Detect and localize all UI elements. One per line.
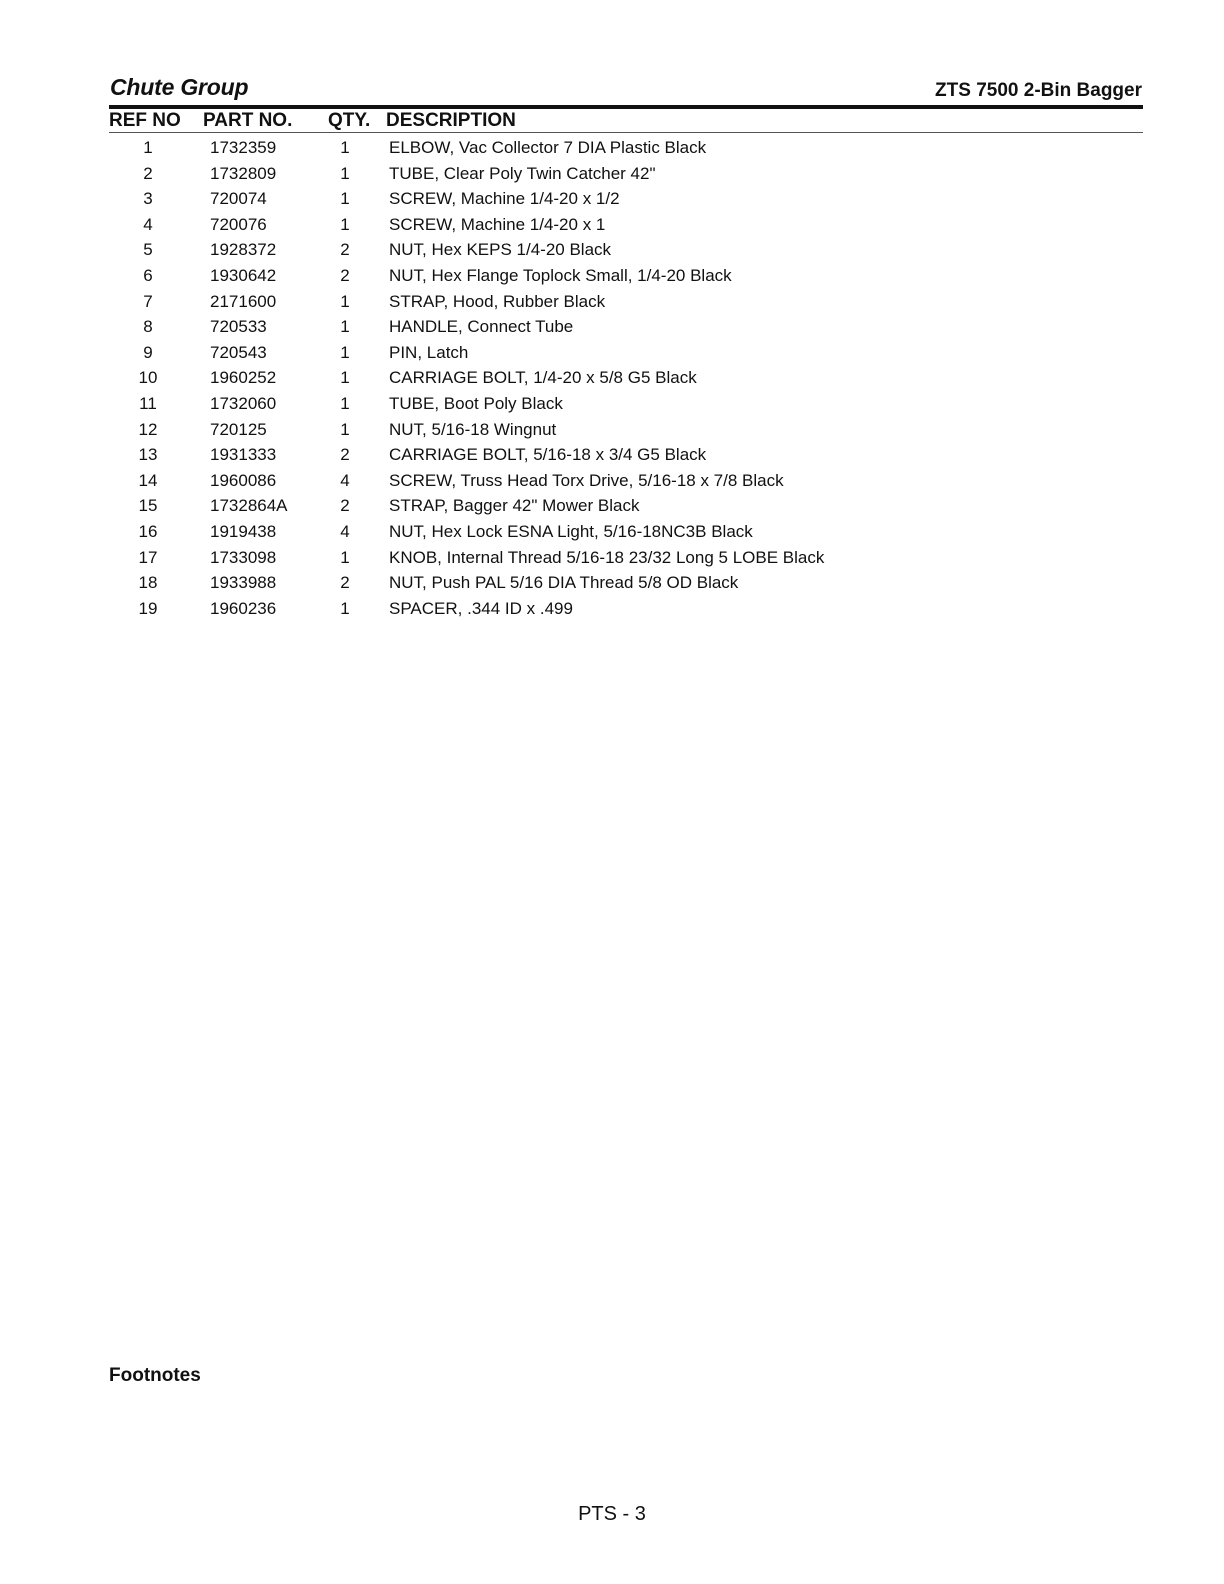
description-cell: STRAP, Bagger 42" Mower Black [389,496,640,516]
table-row [109,571,1143,597]
table-row [109,443,1143,469]
parts-list [109,136,1143,622]
ref-no-cell: 7 [143,291,153,311]
column-header-part-no: PART NO. [203,110,293,131]
description-cell: KNOB, Internal Thread 5/16-18 23/32 Long 5 LOBE Black [389,547,825,567]
part-no-cell: 720543 [210,342,267,362]
table-row [109,162,1143,188]
ref-no-cell: 11 [139,393,157,413]
qty-cell: 4 [340,470,350,490]
description-cell: NUT, 5/16-18 Wingnut [389,419,557,439]
ref-no-cell: 3 [143,189,153,209]
qty-cell: 1 [340,189,350,209]
description-cell: TUBE, Clear Poly Twin Catcher 42" [389,163,656,183]
qty-cell: 2 [340,265,350,285]
qty-cell: 1 [340,419,350,439]
part-no-cell: 720076 [210,214,267,234]
part-no-cell: 1732809 [210,163,277,183]
description-cell: PIN, Latch [389,342,469,362]
part-no-cell: 1933988 [210,573,277,593]
ref-no-cell: 2 [143,163,153,183]
qty-cell: 1 [340,598,350,618]
table-row [109,187,1143,213]
ref-no-cell: 18 [138,573,158,593]
part-no-cell: 1930642 [210,265,277,285]
description-cell: TUBE, Boot Poly Black [389,393,563,413]
description-cell: SPACER, .344 ID x .499 [389,598,573,618]
qty-cell: 1 [340,547,350,567]
table-row [109,264,1143,290]
table-row [109,546,1143,572]
page-number: PTS - 3 [578,1503,646,1525]
table-row [109,392,1143,418]
qty-cell: 1 [340,163,350,183]
part-no-cell: 1919438 [210,521,277,541]
qty-cell: 1 [340,368,350,388]
description-cell: ELBOW, Vac Collector 7 DIA Plastic Black [389,138,707,157]
table-row [109,238,1143,264]
qty-cell: 4 [340,521,350,541]
qty-cell: 2 [340,496,350,516]
table-row [109,418,1143,444]
part-no-cell: 720125 [210,419,267,439]
qty-cell: 2 [340,240,350,260]
description-cell: CARRIAGE BOLT, 1/4-20 x 5/8 G5 Black [389,368,697,388]
table-row [109,290,1143,316]
description-cell: NUT, Hex KEPS 1/4-20 Black [389,240,612,260]
part-no-cell: 1960236 [210,598,277,618]
qty-cell: 1 [340,342,350,362]
ref-no-cell: 1 [143,138,153,157]
description-cell: NUT, Push PAL 5/16 DIA Thread 5/8 OD Black [389,573,739,593]
ref-no-cell: 10 [138,368,158,388]
ref-no-cell: 15 [138,496,158,516]
qty-cell: 2 [340,573,350,593]
table-row [109,213,1143,239]
description-cell: NUT, Hex Lock ESNA Light, 5/16-18NC3B Black [389,521,753,541]
ref-no-cell: 12 [138,419,158,439]
description-cell: SCREW, Machine 1/4-20 x 1 [389,214,606,234]
part-no-cell: 1960252 [210,368,277,388]
part-no-cell: 1732359 [210,138,277,157]
ref-no-cell: 5 [143,240,153,260]
table-row [109,597,1143,623]
ref-no-cell: 17 [138,547,158,567]
qty-cell: 1 [340,317,350,337]
part-no-cell: 1732864A [210,496,288,516]
footnotes-heading: Footnotes [109,1365,201,1386]
part-no-cell: 1960086 [210,470,277,490]
qty-cell: 2 [340,445,350,465]
part-no-cell: 720533 [210,317,267,337]
part-no-cell: 1733098 [210,547,277,567]
table-row [109,315,1143,341]
ref-no-cell: 9 [143,342,153,362]
column-headers [109,110,1143,133]
description-cell: HANDLE, Connect Tube [389,317,574,337]
qty-cell: 1 [340,138,350,157]
page-header [109,72,1142,106]
column-header-ref-no: REF NO [109,110,181,131]
group-title: Chute Group [110,74,249,100]
part-no-cell: 1931333 [210,445,277,465]
ref-no-cell: 8 [143,317,153,337]
qty-cell: 1 [340,393,350,413]
ref-no-cell: 4 [143,214,153,234]
table-row [109,341,1143,367]
description-cell: SCREW, Truss Head Torx Drive, 5/16-18 x 7/8 Black [389,470,784,490]
table-row [109,494,1143,520]
description-cell: STRAP, Hood, Rubber Black [389,291,606,311]
table-row [109,520,1143,546]
description-cell: CARRIAGE BOLT, 5/16-18 x 3/4 G5 Black [389,445,707,465]
ref-no-cell: 14 [138,470,158,490]
qty-cell: 1 [340,291,350,311]
ref-no-cell: 6 [143,265,153,285]
table-row [109,136,1143,162]
part-no-cell: 2171600 [210,291,277,311]
table-row [109,366,1143,392]
part-no-cell: 1732060 [210,393,277,413]
ref-no-cell: 19 [138,598,158,618]
product-title: ZTS 7500 2-Bin Bagger [935,80,1142,101]
table-row [109,469,1143,495]
qty-cell: 1 [340,214,350,234]
part-no-cell: 1928372 [210,240,277,260]
ref-no-cell: 13 [138,445,158,465]
column-header-description: DESCRIPTION [386,110,516,131]
header-divider [109,105,1143,109]
description-cell: SCREW, Machine 1/4-20 x 1/2 [389,189,620,209]
column-header-qty: QTY. [328,110,371,131]
part-no-cell: 720074 [210,189,267,209]
description-cell: NUT, Hex Flange Toplock Small, 1/4-20 Black [389,265,732,285]
ref-no-cell: 16 [138,521,158,541]
